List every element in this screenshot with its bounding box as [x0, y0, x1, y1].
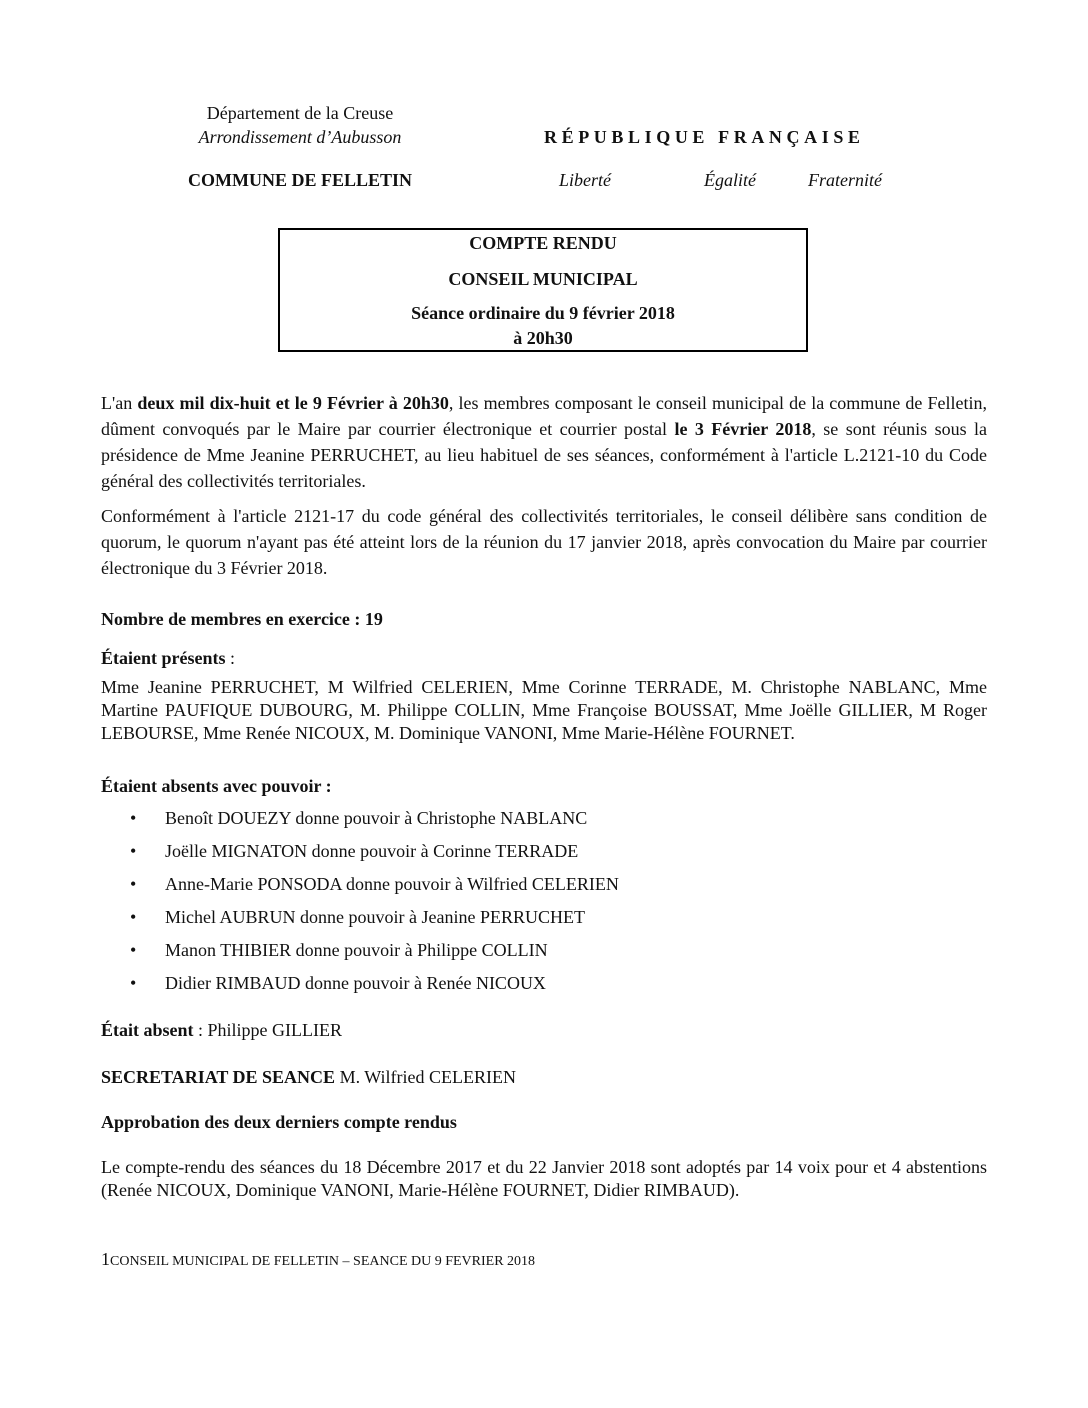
intro-text-a: L'an [101, 393, 138, 413]
pouvoir-text: Anne-Marie PONSODA donne pouvoir à Wilfried CELERIEN [165, 874, 619, 894]
pouvoir-text: Manon THIBIER donne pouvoir à Philippe COLLIN [165, 940, 548, 960]
bullet-icon: • [130, 808, 137, 828]
bullet-icon: • [130, 907, 137, 927]
page-number: 1 [101, 1249, 110, 1269]
title-seance: Séance ordinaire du 9 février 2018 [411, 303, 675, 323]
membres-count: Nombre de membres en exercice : 19 [101, 609, 383, 629]
list-item [130, 872, 619, 905]
list-item [130, 905, 619, 938]
pouvoir-list [130, 806, 619, 1004]
title-box [278, 228, 808, 352]
footer [101, 1249, 535, 1270]
pouvoir-text: Joëlle MIGNATON donne pouvoir à Corinne TERRADE [165, 841, 579, 861]
commune: COMMUNE DE FELLETIN [187, 170, 412, 190]
intro-text-c: , les membres composant le conseil municipal de la commune de Felletin, dûment convoqués par le Maire par courrier électronique et courrier postal [101, 393, 987, 439]
absent-line [101, 1020, 342, 1041]
secretariat-line [101, 1067, 516, 1088]
pouvoir-text: Michel AUBRUN donne pouvoir à Jeanine PERRUCHET [165, 907, 585, 927]
pouvoir-text: Benoît DOUEZY donne pouvoir à Christophe NABLANC [165, 808, 588, 828]
absent-text: : Philippe GILLIER [193, 1020, 342, 1040]
departement: Département de la Creuse [206, 103, 394, 123]
secretariat-text: M. Wilfried CELERIEN [335, 1067, 516, 1087]
title-conseil: CONSEIL MUNICIPAL [448, 269, 638, 289]
intro-convocation-bold: le 3 Février 2018 [674, 419, 812, 439]
approbation-heading: Approbation des deux derniers compte rendus [101, 1112, 457, 1132]
footer-text: CONSEIL MUNICIPAL DE FELLETIN – SEANCE DU 9 FEVRIER 2018 [110, 1254, 536, 1269]
intro-text-e: , se sont réunis sous la présidence de Mme Jeanine PERRUCHET, au lieu habituel de ses séances, conformément à l'article L.2121-10 du Code général des collectivités territoriales. [101, 419, 987, 491]
motto-egalite: Égalité [704, 170, 756, 190]
title-compte-rendu: COMPTE RENDU [469, 233, 617, 253]
absents-pouvoir-heading: Étaient absents avec pouvoir : [101, 776, 332, 796]
republique: RÉPUBLIQUE FRANÇAISE [544, 127, 865, 147]
motto-fraternite: Fraternité [808, 170, 882, 190]
presents-sep: : [225, 648, 236, 668]
list-item [130, 971, 619, 1004]
presents-list: Mme Jeanine PERRUCHET, M Wilfried CELERIEN, Mme Corinne TERRADE, M. Christophe NABLANC, Mme Martine PAUFIQUE DUBOURG, M. Philippe COLLIN, Mme Françoise BOUSSAT, Mme Joëlle GILLIER, M Roger LEBOURSE, Mme Renée NICOUX, M. Dominique VANONI, Mme Marie-Hélène FOURNET. [101, 677, 987, 743]
arrondissement: Arrondissement d’Aubusson [198, 127, 402, 147]
absent-label: Était absent [101, 1020, 194, 1040]
motto-liberte: Liberté [559, 170, 611, 190]
list-item [130, 806, 619, 839]
pouvoir-text: Didier RIMBAUD donne pouvoir à Renée NICOUX [165, 973, 546, 993]
title-heure: à 20h30 [513, 328, 573, 348]
bullet-icon: • [130, 973, 137, 993]
quorum-paragraph: Conformément à l'article 2121-17 du code général des collectivités territoriales, le conseil délibère sans condition de quorum, le quorum n'ayant pas été atteint lors de la réunion du 17 janvier 2018, après convocation du Maire par courrier électronique du 3 Février 2018. [101, 506, 987, 578]
approbation-text: Le compte-rendu des séances du 18 Décembre 2017 et du 22 Janvier 2018 sont adoptés par 14 voix pour et 4 abstentions (Renée NICOUX, Dominique VANONI, Marie-Hélène FOURNET, Didier RIMBAUD). [101, 1157, 987, 1200]
presents-label: Étaient présents [101, 648, 226, 668]
list-item [130, 839, 619, 872]
bullet-icon: • [130, 940, 137, 960]
presents-heading [101, 648, 235, 669]
intro-date-bold: deux mil dix-huit et le 9 Février à 20h30 [137, 393, 449, 413]
secretariat-label: SECRETARIAT DE SEANCE [101, 1067, 336, 1087]
bullet-icon: • [130, 841, 137, 861]
intro-paragraph [101, 390, 987, 494]
bullet-icon: • [130, 874, 137, 894]
list-item [130, 938, 619, 971]
